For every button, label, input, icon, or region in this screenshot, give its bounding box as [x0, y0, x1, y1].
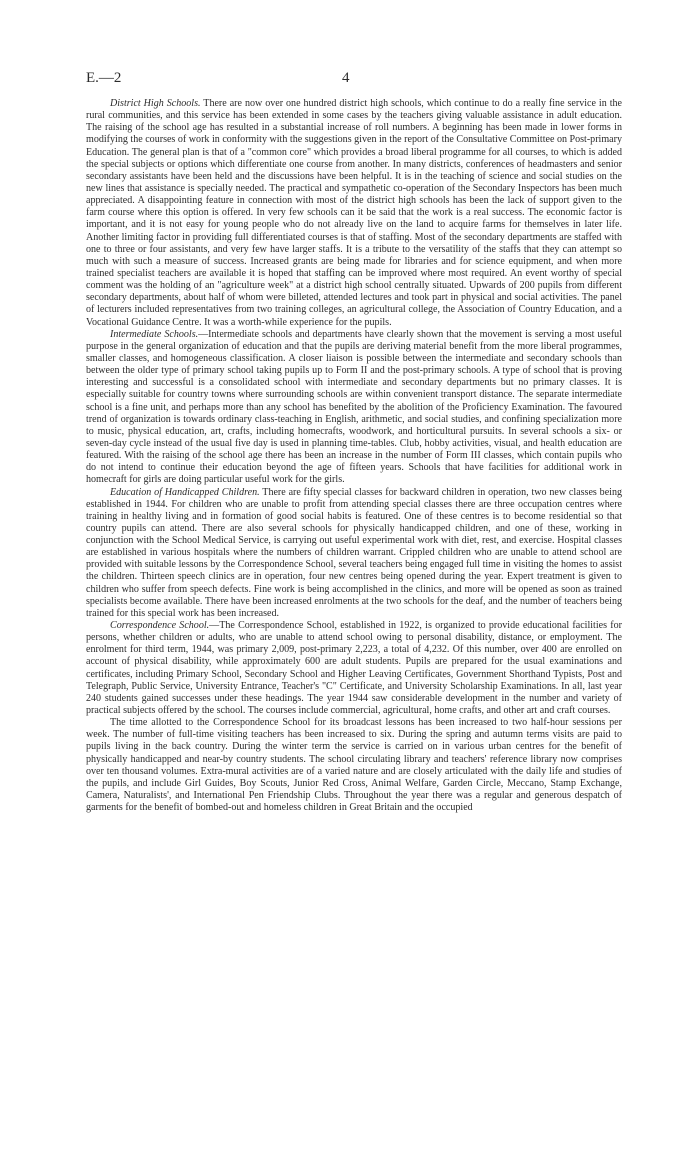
paragraph-text: The time allotted to the Correspondence School for its broadcast lessons has been increased to two half-hour sessions per week. The number of full-time visiting teachers has been increased to six. During the spring and autumn terms visits are paid to pupils living in the back country. During the winter term the service is carried on in various urban centres for the benefit of physically handicapped and near-by country students. The school circulating library and teachers' reference library now comprises over ten thousand volumes. Extra-mural activities are of a varied nature and are closely articulated with the daily life and studies of the pupils, and include Girl Guides, Boy Scouts, Junior Red Cross, Animal Welfare, Garden Circle, Meccano, Stamp Exchange, Camera, Naturalists', and International Pen Friendship Clubs. Throughout the year there was a regular and generous despatch of garments for the benefit of bombed-out and homeless children in Great Britain and the occupied: [86, 717, 622, 814]
paragraph-intermediate-schools: [86, 329, 622, 487]
paragraph-district-high-schools: [86, 98, 622, 329]
page-header: [86, 70, 622, 90]
paragraph-broadcast-lessons: [86, 717, 622, 814]
section-heading: Intermediate Schools.: [110, 328, 199, 340]
document-body: [86, 98, 622, 814]
document-reference: E.—2: [86, 70, 122, 86]
paragraph-text: There are fifty special classes for backward children in operation, two new classes being established in 1944. For children who are unable to profit from attending special classes there are three occupation centres where training in healthy living and in formation of good social habits is featured. One of these centres is to become residential so that country pupils can attend. There are also several schools for physically handicapped children, and one of these, working in conjunction with the School Medical Service, is carrying out useful experimental work with diet, rest, and exercise. Hospital classes are established in various hospitals where the numbers of children warrant. Crippled children who are unable to attend school are provided with suitable lessons by the Correspondence School, several teachers being engaged full time in visiting the homes to assist the children. Thirteen speech clinics are in operation, four new centres being opened during the year. Expert treatment is given to children who suffer from speech defects. Fine work is being accomplished in the clinics, and more will be opened as soon as trained specialists become available. There have been increased enrolments at the two schools for the deaf, and the number of teachers being trained for this special work has been increased.: [86, 486, 622, 619]
section-heading: Correspondence School.: [110, 620, 210, 632]
paragraph-text: —The Correspondence School, established in 1922, is organized to provide educational facilities for persons, whether children or adults, who are unable to attend school owing to personal disability, distance, or employment. The enrolment for third term, 1944, was primary 2,009, post-primary 2,223, a total of 4,232. Of this number, over 400 are enrolled on account of physical disability, while approximately 600 are adult students. Pupils are prepared for the usual examinations and certificates, including Primary School, Secondary School and Higher Leaving Certificates, Government Shorthand Typists, Post and Telegraph, Public Service, University Entrance, Teacher's "C" Certificate, and University Scholarship Examinations. In all, last year 240 students gained successes under these headings. The year 1944 saw considerable development in the number and variety of practical subjects offered by the school. The courses include commercial, agricultural, home crafts, and other art and craft courses.: [86, 620, 622, 717]
paragraph-text: —Intermediate schools and departments have clearly shown that the movement is serving a most useful purpose in the general organization of education and that the pupils are deriving material benefit from the more liberal programmes, smaller classes, and homogeneous classification. A closer liaison is possible between the intermediate and secondary schools than between the older type of primary school taking pupils up to Form II and the post-primary schools. A type of school that is proving interesting and successful is a consolidated school with intermediate and secondary departments but no primary classes. It is especially suitable for country towns where surrounding schools are within convenient transport distance. The separate intermediate school is a fine unit, and perhaps more than any school has benefited by the abolition of the Proficiency Examination. The favoured trend of organization is towards ordinary class-teaching in English, arithmetic, and social studies, and confining specialization more to music, physical education, art, crafts, including homecrafts, woodwork, and horticultural pursuits. In several schools a six- or seven-day cycle instead of the usual five day is used in planning time-tables. Club, hobby activities, visual, and health education are featured. With the raising of the school age there has been an increase in the number of Form III classes, which contain pupils who do not intend to continue their education beyond the age of fifteen years. Schools that have facilities for additional work in homecraft for girls are doing particular useful work for the girls.: [86, 328, 622, 486]
section-heading: District High Schools.: [110, 98, 201, 109]
section-heading: Education of Handicapped Children.: [110, 486, 260, 498]
paragraph-correspondence-school: [86, 620, 622, 717]
page-number: 4: [342, 70, 350, 86]
paragraph-text: There are now over one hundred district high schools, which continue to do a really fine service in the rural communities, and this service has been extended in some cases by the teachers giving valuable assistance in adult education. The raising of the school age has resulted in a substantial increase of roll numbers. A beginning has been made in lower forms in modifying the courses of work in conformity with the suggestions given in the report of the Consultative Committee on Post-primary Education. The general plan is that of a "common core" which provides a broad liberal programme for all courses, to which is added the special subjects or options which differentiate one course from another. In many districts, conferences of headmasters and senior secondary assistants have been held and the discussions have been helpful. It is in the teaching of science and social studies on the new lines that assistance is specially needed. The practical and sympathetic co-operation of the Secondary Inspectors has been much appreciated. A disappointing feature in connection with most of the district high schools has been the lack of support given to the farm course where this option is offered. In very few schools can it be said that the work is a real success. The economic factor is important, and it is not easy for young people who do not already live on the land to acquire farms for themselves in later life. Another limiting factor in providing full differentiated courses is that of staffing. Most of the secondary departments are staffed with one to three or four assistants, and very few have larger staffs. It is a tribute to the versatility of the staffs that they can attempt so much with such a measure of success. Increased grants are being made for libraries and for science equipment, and when more trained specialist teachers are available it is hoped that staffing can be improved where most required. An event worthy of special comment was the holding of an "agriculture week" at a district high school centrally situated. Upwards of 200 pupils from different secondary departments, about half of whom were billeted, attended lectures and took part in physical and social activities. The panel of lecturers included representatives from two training colleges, an agricultural college, the Association of Country Education, and a Vocational Guidance Centre. It was a worth-while experience for the pupils.: [86, 98, 622, 328]
paragraph-handicapped-children: [86, 487, 622, 621]
